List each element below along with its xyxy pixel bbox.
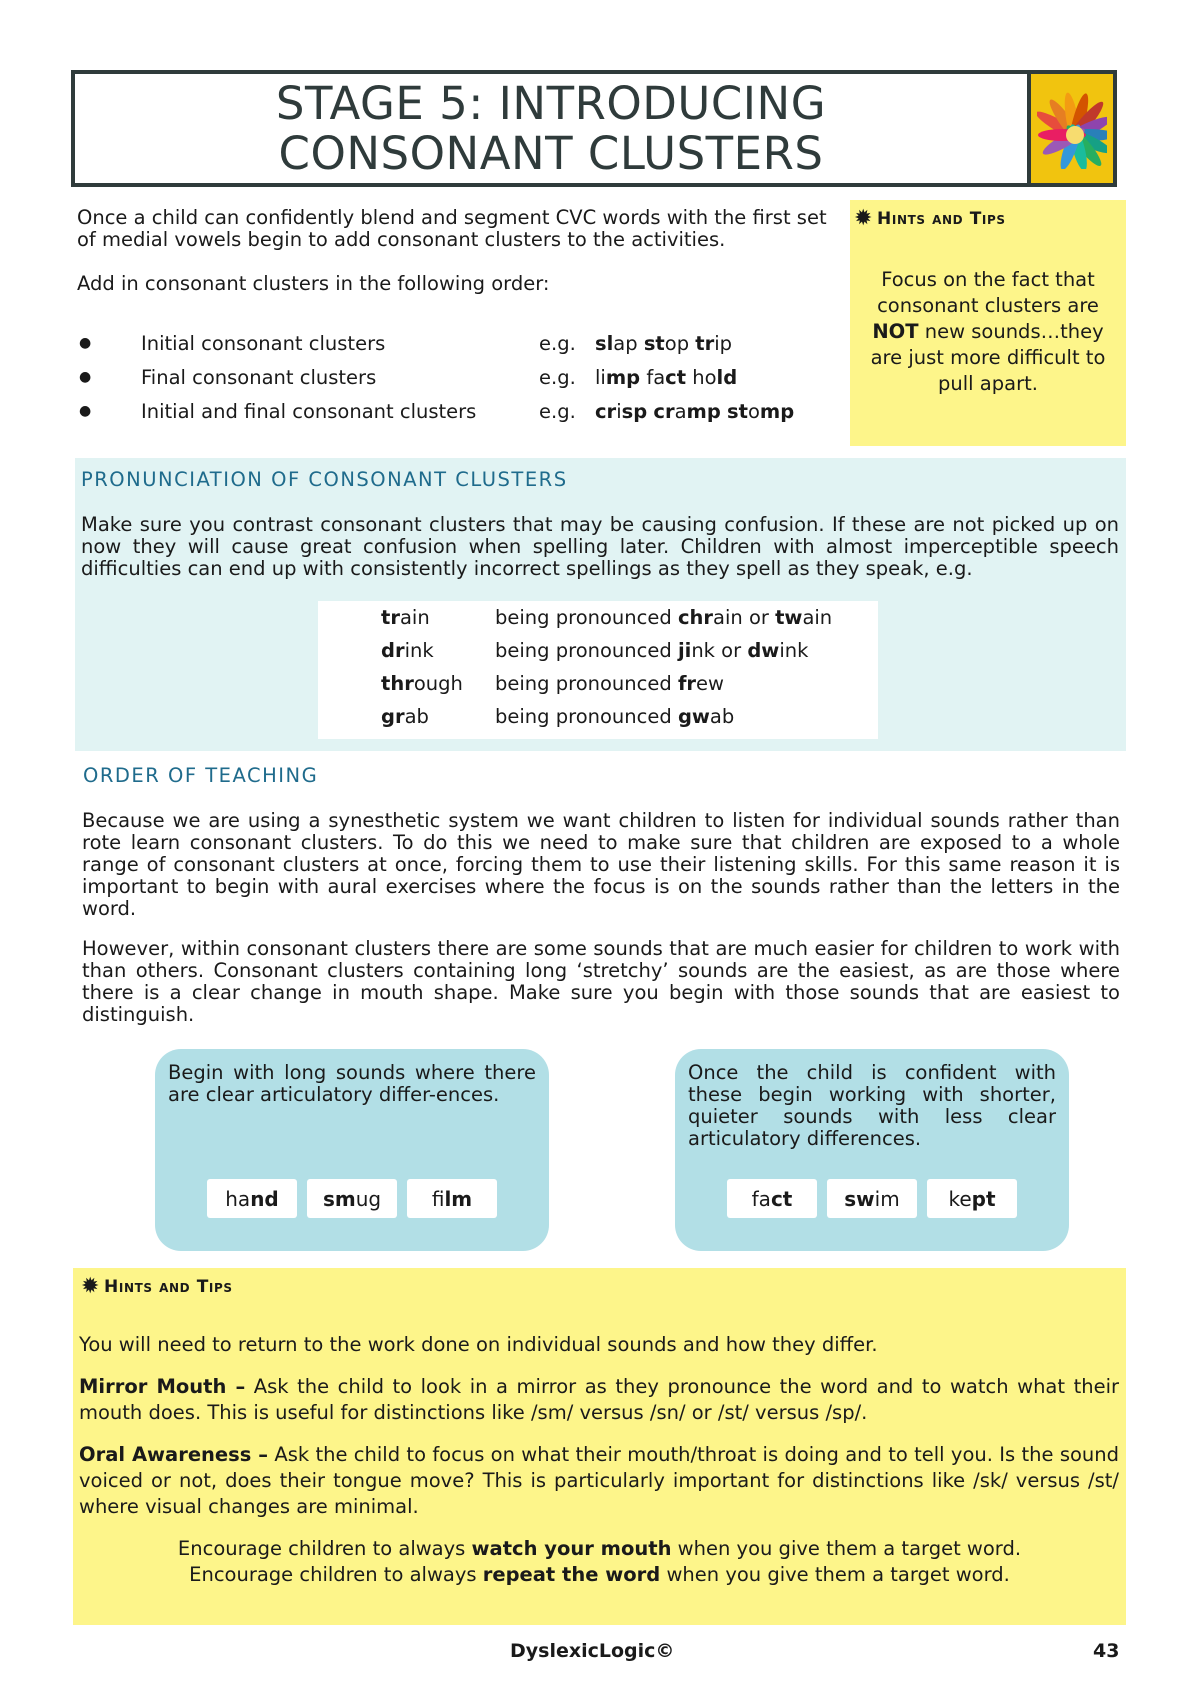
page-title bbox=[75, 74, 1031, 183]
example-words: limp fact hold bbox=[595, 365, 738, 389]
table-row: through being pronounced frew bbox=[381, 672, 724, 695]
short-sounds-text: Once the child is confident with these begin working with shorter, quieter sounds with less clear articulatory differences. bbox=[688, 1061, 1056, 1150]
example-words: crisp cramp stomp bbox=[595, 399, 795, 423]
word-chip: fa ct bbox=[727, 1179, 817, 1218]
order-paragraph-1: Because we are using a synesthetic system we want children to listen for individual sounds rather than rote learn consonant clusters. To do this we need to make sure that children are exposed to a whole range of consonant clusters at once, forcing them to use their listening skills. For this same reason it is important to begin with aural exercises where the focus is on the sounds rather than the letters in the word. bbox=[82, 809, 1120, 920]
table-row: drink being pronounced jink or dwink bbox=[381, 639, 809, 662]
sunburst-icon: ✹ bbox=[81, 1274, 101, 1299]
title-banner bbox=[71, 70, 1117, 187]
long-sounds-text: Begin with long sounds where there are clear articulatory differ-ences. bbox=[168, 1061, 536, 1106]
pronunciation-table bbox=[318, 601, 878, 739]
order-heading: ORDER OF TEACHING bbox=[83, 764, 319, 787]
bullet-icon: ● bbox=[79, 403, 92, 419]
mirror-mouth-tip: Mirror Mouth – Ask the child to look in a mirror as they pronounce the word and to watch what their mouth does. This is useful for distinctions like /sm/ versus /sn/ or /st/ versus /sp/. bbox=[79, 1375, 1120, 1424]
hints-heading: ✹ Hints and Tips bbox=[854, 206, 1006, 231]
word-chip: ha nd bbox=[207, 1179, 297, 1218]
pronunciation-text: Make sure you contrast consonant clusters that may be causing confusion. If these are not picked up on now they will cause great confusion when spelling later. Children with almost imperceptible speech difficulties can end up with consistently incorrect spellings as they spell as they speak, e.g. bbox=[81, 513, 1119, 580]
list-item: ● Initial consonant clusters e.g. slap stop trip bbox=[79, 331, 733, 355]
flower-logo-icon bbox=[1031, 74, 1113, 183]
hints-paragraph: You will need to return to the work done on individual sounds and how they differ. bbox=[79, 1333, 878, 1356]
list-item: ● Final consonant clusters e.g. limp fact hold bbox=[79, 365, 738, 389]
title-line-2: CONSONANT CLUSTERS bbox=[278, 126, 824, 180]
short-sounds-box bbox=[675, 1049, 1069, 1251]
order-intro: Add in consonant clusters in the following order: bbox=[77, 272, 550, 295]
hints-heading: ✹ Hints and Tips bbox=[81, 1274, 233, 1299]
table-row: grab being pronounced gwab bbox=[381, 705, 735, 728]
long-sounds-box bbox=[155, 1049, 549, 1251]
page-number: 43 bbox=[1093, 1640, 1120, 1662]
encourage-lines: Encourage children to always watch your mouth when you give them a target word. Encourage children to always repeat the word when you give them a target word. bbox=[177, 1537, 1022, 1586]
hints-box-bottom bbox=[73, 1268, 1126, 1625]
hints-body: Focus on the fact that consonant clusters are NOT new sounds…they are just more difficult to pull apart. bbox=[870, 268, 1106, 395]
hints-box-top bbox=[850, 200, 1126, 446]
title-line-1: STAGE 5: INTRODUCING bbox=[275, 76, 827, 130]
oral-awareness-tip: Oral Awareness – Ask the child to focus on what their mouth/throat is doing and to tell you. Is the sound voiced or not, does their tongue move? This is particularly important for distinctions like /sk/ versus /st/ where visual changes are minimal. bbox=[79, 1443, 1120, 1518]
bullet-icon: ● bbox=[79, 369, 92, 385]
sunburst-icon: ✹ bbox=[854, 206, 874, 231]
word-chip: sm ug bbox=[307, 1179, 397, 1218]
word-chip: sw im bbox=[827, 1179, 917, 1218]
word-chip: fi lm bbox=[407, 1179, 497, 1218]
pronunciation-heading: PRONUNCIATION OF CONSONANT CLUSTERS bbox=[81, 468, 568, 491]
order-paragraph-2: However, within consonant clusters there are some sounds that are much easier for children to work with than others. Consonant clusters containing long ‘stretchy’ sounds are the easiest, as are those where there is a clear change in mouth shape. Make sure you begin with those sounds that are easiest to distinguish. bbox=[82, 937, 1120, 1026]
example-words: slap stop trip bbox=[595, 331, 733, 355]
footer-brand: DyslexicLogic© bbox=[510, 1640, 675, 1662]
list-item: ● Initial and final consonant clusters e.g. crisp cramp stomp bbox=[79, 399, 795, 423]
table-row: train being pronounced chrain or twain bbox=[381, 606, 833, 629]
bullet-icon: ● bbox=[79, 335, 92, 351]
intro-paragraph: Once a child can confidently blend and segment CVC words with the first set of medial vowels begin to add consonant clusters to the activities. bbox=[77, 206, 827, 251]
word-chip: ke pt bbox=[927, 1179, 1017, 1218]
cluster-order-list bbox=[77, 326, 837, 428]
